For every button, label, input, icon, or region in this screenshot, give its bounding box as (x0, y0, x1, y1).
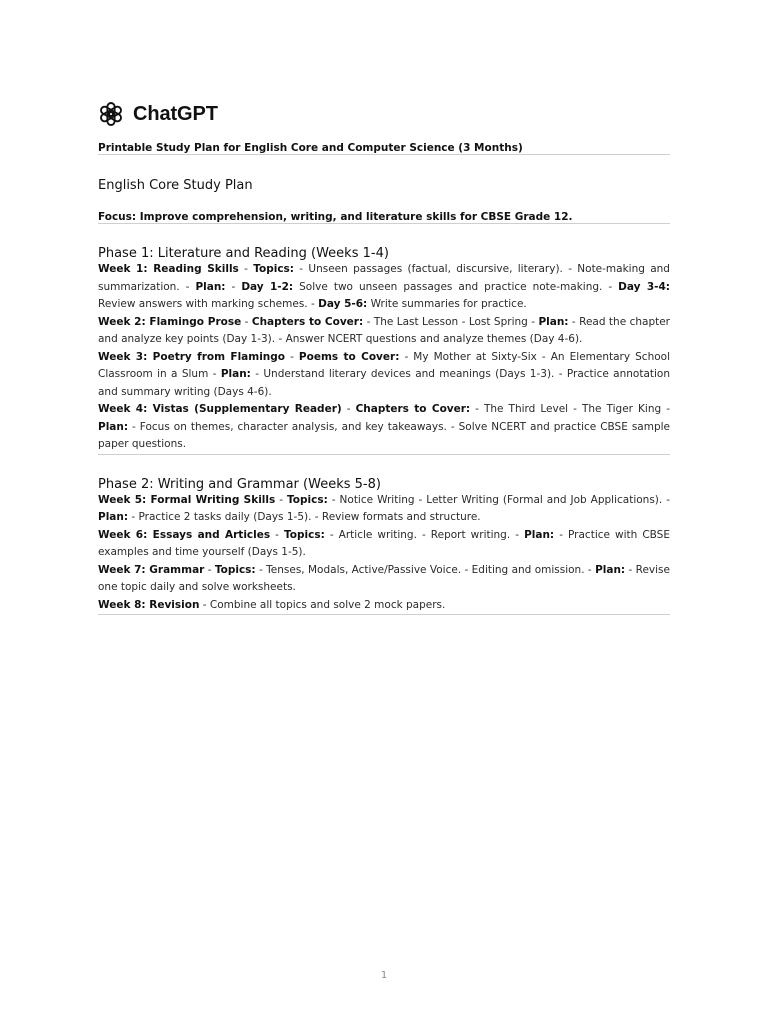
week-label: Week 6: Essays and Articles (98, 528, 271, 541)
brand-name: ChatGPT (133, 102, 218, 125)
phase-2-weeks (98, 492, 670, 615)
week-keyword: Topics: (287, 493, 328, 506)
week-text: - The Last Lesson - Lost Spring - (363, 315, 539, 328)
week-text: - The Third Level - The Tiger King - (470, 403, 670, 415)
document-subtitle: Printable Study Plan for English Core and Computer Science (3 Months) (98, 142, 523, 154)
week-item (98, 562, 670, 597)
phase-1-weeks (98, 261, 670, 454)
page-number: 1 (380, 970, 388, 981)
week-item (98, 314, 670, 349)
week-text: - (204, 563, 215, 576)
week-text: - Tenses, Modals, Active/Passive Voice. - Editing and omission. - (255, 563, 596, 576)
week-text: - Revise one topic daily and solve worksheets. (98, 563, 670, 593)
week-keyword: Plan: (98, 511, 129, 523)
week-keyword: Topics: (284, 528, 325, 541)
week-text: - Read the chapter and analyze key points (Day 1-3). - Answer NCERT questions and analyze themes (Day 4-6). (98, 315, 671, 345)
week-text: - Unseen passages (factual, discursive, literary). - Note-making and summarization. - (98, 263, 670, 293)
week-label: Week 8: Revision (98, 598, 200, 611)
week-keyword: Day 1-2: (241, 280, 294, 293)
week-item (98, 527, 670, 562)
focus-statement: Focus: Improve comprehension, writing, and literature skills for CBSE Grade 12. (98, 211, 573, 223)
week-text: - Practice with CBSE examples and time yourself (Days 1-5). (98, 528, 670, 558)
week-text: - Understand literary devices and meanings (Days 1-3). - Practice annotation and summary writing (Days 4-6). (98, 368, 670, 398)
week-label: Week 4: Vistas (Supplementary Reader) (98, 403, 342, 415)
week-item (98, 349, 670, 402)
week-text: - Article writing. - Report writing. - (324, 528, 525, 541)
week-text: Solve two unseen passages and practice note-making. - (293, 280, 619, 293)
week-label: Week 2: Flamingo Prose (98, 315, 242, 328)
document-page (98, 98, 670, 615)
week-keyword: Plan: (595, 563, 626, 576)
phase-1-title: Phase 1: Literature and Reading (Weeks 1-4) (98, 246, 389, 261)
week-text: - Practice 2 tasks daily (Days 1-5). - Review formats and structure. (128, 511, 481, 523)
week-text: - My Mother at Sixty-Six - An Elementary School Classroom in a Slum - (98, 350, 670, 380)
divider (98, 614, 670, 615)
week-keyword: Topics: (253, 263, 294, 275)
week-text: - (275, 493, 288, 506)
week-text: - (341, 403, 356, 415)
week-keyword: Chapters to Cover: (355, 403, 471, 415)
week-keyword: Day 3-4: (618, 280, 670, 293)
week-keyword: Plan: (524, 528, 555, 541)
divider (98, 454, 670, 455)
week-keyword: Plan: (538, 315, 569, 328)
week-keyword: Chapters to Cover: (251, 315, 364, 328)
week-keyword: Topics: (214, 563, 256, 576)
brand-header (98, 98, 670, 130)
week-label: Week 7: Grammar (98, 563, 205, 576)
week-item (98, 261, 670, 314)
week-item (98, 597, 670, 615)
week-label: Week 1: Reading Skills (98, 263, 239, 275)
week-item (98, 492, 670, 527)
week-keyword: Day 5-6: (318, 298, 368, 310)
divider (98, 223, 670, 224)
phase-2-title: Phase 2: Writing and Grammar (Weeks 5-8) (98, 476, 381, 492)
week-text: - (241, 315, 252, 328)
week-text: - (270, 528, 285, 541)
week-keyword: Plan: (220, 368, 251, 380)
divider (98, 154, 670, 155)
week-keyword: Plan: (98, 420, 129, 433)
week-text: Review answers with marking schemes. - (98, 298, 319, 310)
week-label: Week 5: Formal Writing Skills (98, 493, 276, 506)
week-keyword: Plan: (195, 280, 226, 293)
week-text: - Notice Writing - Letter Writing (Formal and Job Applications). - (327, 493, 671, 506)
openai-logo-icon (98, 101, 124, 127)
section-title: English Core Study Plan (98, 178, 253, 193)
week-text: Write summaries for practice. (367, 298, 527, 310)
week-text: - Combine all topics and solve 2 mock papers. (199, 598, 446, 611)
week-text: - (225, 280, 242, 293)
week-text: - (238, 263, 254, 275)
week-keyword: Poems to Cover: (298, 350, 400, 363)
week-text: - Focus on themes, character analysis, and key takeaways. - Solve NCERT and practice CBSE sample paper questions. (98, 420, 670, 450)
week-label: Week 3: Poetry from Flamingo (98, 350, 286, 363)
week-item (98, 401, 670, 454)
week-text: - (285, 350, 299, 363)
